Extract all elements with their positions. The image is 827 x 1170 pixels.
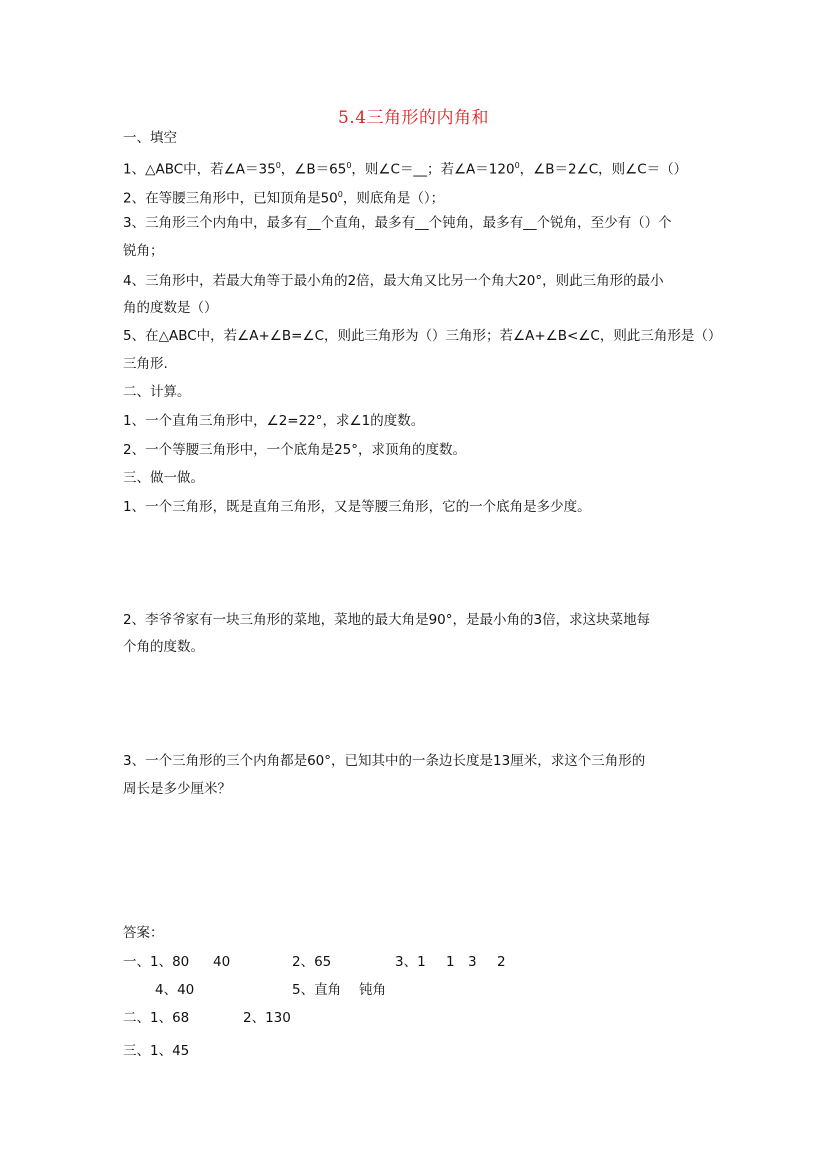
answer-1-3c: 3: [468, 954, 477, 970]
answer-1-3b: 1: [446, 954, 455, 970]
question-1-3-line2: 锐角；: [123, 243, 164, 259]
question-1-3-line1: 3、三角形三个内角中，最多有__个直角，最多有__个钝角，最多有__个锐角，至少有（）个: [123, 215, 672, 231]
answer-1-1b: 40: [213, 954, 231, 970]
question-1-5-line1: 5、在△ABC中，若∠A+∠B=∠C，则此三角形为（）三角形；若∠A+∠B<∠C，则此三角形是（）: [123, 328, 722, 344]
question-2-1: 1、一个直角三角形中，∠2=22°，求∠1的度数。: [123, 413, 425, 429]
question-1-5-line2: 三角形.: [123, 356, 168, 372]
answer-1-3: 3、1: [395, 954, 426, 970]
answer-1-2: 2、65: [292, 954, 332, 970]
question-3-2-line2: 个角的度数。: [123, 639, 204, 655]
answer-2-2: 2、130: [243, 1010, 291, 1026]
question-2-2: 2、一个等腰三角形中，一个底角是25°，求顶角的度数。: [123, 442, 467, 458]
answer-1-4: 4、40: [155, 982, 195, 998]
section2-heading: 二、计算。: [123, 384, 191, 400]
answer-2-1: 二、1、68: [123, 1010, 190, 1026]
question-1-4-line1: 4、三角形中，若最大角等于最小角的2倍，最大角又比另一个角大20°，则此三角形的最小: [123, 273, 664, 289]
question-3-3-line1: 3、一个三角形的三个内角都是60°，已知其中的一条边长度是13厘米，求这个三角形的: [123, 753, 646, 769]
answers-heading: 答案：: [123, 925, 164, 941]
document-title: 5.4三角形的内角和: [337, 108, 490, 128]
question-1-4-line2: 角的度数是（）: [123, 300, 218, 316]
section1-heading: 一、填空: [123, 130, 177, 146]
answer-1-5: 5、直角: [292, 982, 342, 998]
answer-1-1: 一、1、80: [123, 954, 190, 970]
question-3-1: 1、一个三角形，既是直角三角形，又是等腰三角形，它的一个底角是多少度。: [123, 499, 591, 515]
answer-1-5b: 钝角: [359, 982, 386, 998]
answer-1-3d: 2: [497, 954, 506, 970]
question-3-2-line1: 2、李爷爷家有一块三角形的菜地，菜地的最大角是90°，是最小角的3倍，求这块菜地每: [123, 612, 651, 628]
question-3-3-line2: 周长是多少厘米？: [123, 781, 231, 797]
question-1-1: 1、△ABC中，若$\angle A=35^0$，$\angle B=65^0$，则∠C＝__；若$\angle A=120^0$，∠B＝2∠C，则∠C＝（）: [123, 161, 688, 178]
answer-3-1: 三、1、45: [123, 1043, 190, 1059]
section3-heading: 三、做一做。: [123, 470, 204, 486]
question-1-2: 2、在等腰三角形中，已知顶角是$50^0$，则底角是（）；: [123, 190, 445, 207]
